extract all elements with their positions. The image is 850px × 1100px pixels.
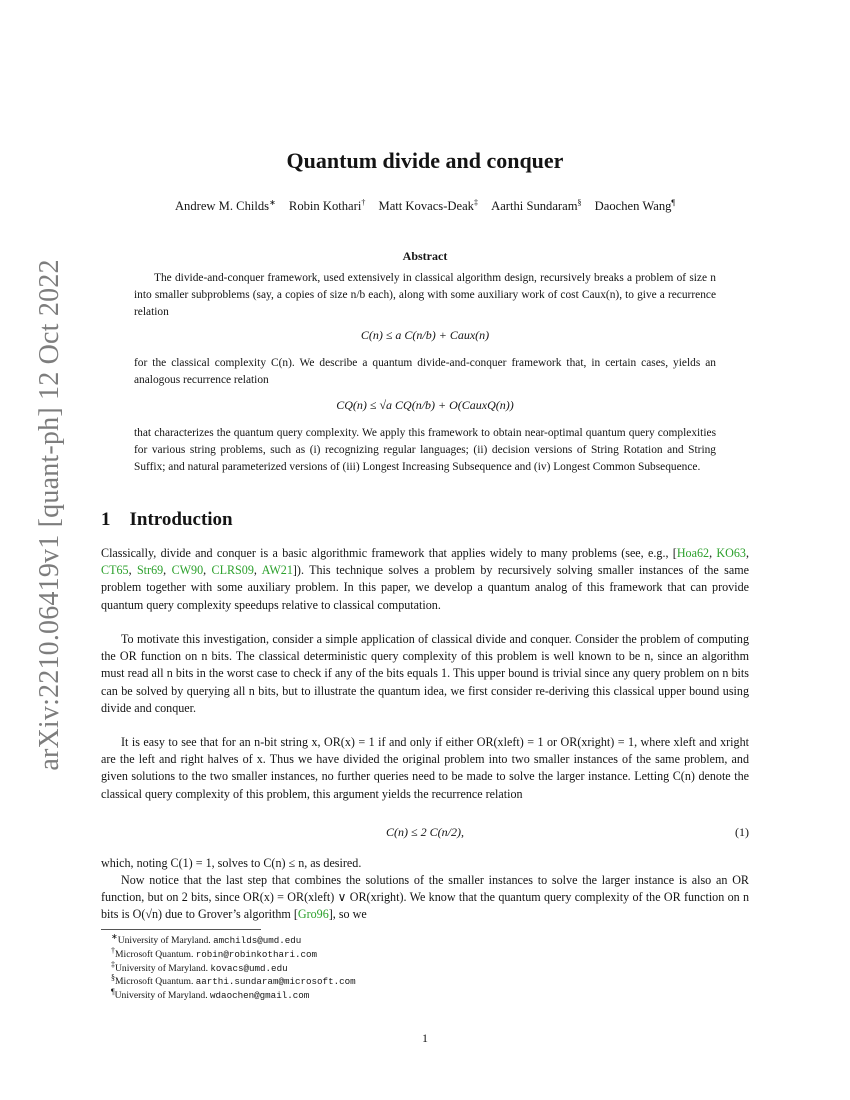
abstract-paragraph: for the classical complexity C(n). We describe a quantum divide-and-conquer framework that, in certain cases, yields an analogous recurrence relation bbox=[134, 357, 716, 386]
author: Andrew M. Childs∗ bbox=[174, 197, 276, 213]
footnote: †Microsoft Quantum. robin@robinkothari.com bbox=[111, 945, 318, 960]
author: Matt Kovacs-Deak‡ bbox=[378, 197, 478, 213]
intro-paragraph: Now notice that the last step that combines the solutions of the smaller instances to solve the larger instance is also an OR function, but on 2 bits, since OR(x) = OR(xleft) ∨ OR(xright). We know that the quantum query complexity of the OR function on n bits is O(√n) due to Grover’s algorithm [Gro96], so we bbox=[101, 873, 749, 922]
email-link[interactable]: robin@robinkothari.com bbox=[195, 948, 318, 960]
intro-paragraph: Classically, divide and conquer is a basic algorithmic framework that applies widely to many problems (see, e.g., [Hoa62, KO63, CT65, Str69, CW90, CLRS09, AW21]). This technique solves a problem by recursively solving smaller instances of the same problem together with some auxiliary problem. In this paper, we develop a quantum analog of this framework that can provide quantum query complexity speedups relative to classical computation. bbox=[101, 546, 750, 612]
author: Aarthi Sundaram§ bbox=[491, 197, 582, 213]
intro-paragraph: To motivate this investigation, consider a simple application of classical divide and conquer. Consider the problem of computing the OR function on n bits. The classical deterministic query complexity of this problem is well known to be n, since an algorithm must read all n bits in the worst case to check if any of the bits equals 1. This upper bound is trivial since any query problem on n bits can be solved by querying all n bits, but to illustrate the quantum idea, we first consider re-deriving this classical upper bound using divide and conquer. bbox=[101, 632, 749, 715]
footnote: ∗University of Maryland. amchilds@umd.edu bbox=[111, 931, 302, 946]
intro-paragraph: which, noting C(1) = 1, solves to C(n) ≤ n, as desired. bbox=[101, 856, 362, 870]
citation-link[interactable]: Hoa62 bbox=[676, 546, 710, 560]
citation-link[interactable]: Str69 bbox=[136, 563, 164, 578]
footnote: §Microsoft Quantum. aarthi.sundaram@microsoft.com bbox=[111, 973, 356, 988]
section-number: 1 bbox=[101, 509, 111, 530]
citation-link[interactable]: CW90 bbox=[171, 563, 204, 578]
section-title: Introduction bbox=[129, 509, 233, 530]
footnote-rule bbox=[101, 929, 261, 930]
citation-link[interactable]: AW21 bbox=[261, 563, 293, 578]
author: Robin Kothari† bbox=[288, 197, 366, 213]
equation-formula: C(n) ≤ 2 C(n/2), bbox=[386, 825, 464, 839]
abstract-equation: CQ(n) ≤ √a CQ(n/b) + O(CauxQ(n)) bbox=[336, 398, 514, 412]
author-list bbox=[0, 199, 850, 214]
arxiv-identifier: arXiv:2210.06419v1 [quant-ph] 12 Oct 2022 bbox=[34, 259, 65, 771]
abstract-equation: C(n) ≤ a C(n/b) + Caux(n) bbox=[360, 328, 490, 342]
email-link[interactable]: aarthi.sundaram@microsoft.com bbox=[195, 976, 356, 988]
intro-paragraph: It is easy to see that for an n-bit string x, OR(x) = 1 if and only if either OR(xleft) = 1 or OR(xright) = 1, where xleft and xright are the left and right halves of x. Thus we have divided the original problem into two smaller instances of the same problem, and given solutions to the two smaller instances, no further queries need to be made to solve the larger instance. Letting C(n) denote the classical query complexity of this problem, this argument yields the recurrence relation bbox=[101, 735, 749, 801]
footnote: ¶University of Maryland. wdaochen@gmail.com bbox=[111, 987, 310, 1002]
email-link[interactable]: wdaochen@gmail.com bbox=[210, 990, 310, 1002]
citation-link[interactable]: CLRS09 bbox=[211, 563, 254, 578]
footnote: ‡University of Maryland. kovacs@umd.edu bbox=[111, 959, 288, 974]
display-equation bbox=[101, 825, 749, 843]
paper-title: Quantum divide and conquer bbox=[286, 148, 564, 173]
citation-link[interactable]: KO63 bbox=[716, 546, 746, 560]
abstract-heading: Abstract bbox=[402, 249, 448, 263]
citation-link[interactable]: Gro96 bbox=[297, 907, 329, 922]
citation-link[interactable]: CT65 bbox=[101, 563, 129, 578]
section-heading bbox=[101, 509, 233, 531]
arxiv-sidebar bbox=[30, 259, 70, 771]
page-number: 1 bbox=[422, 1031, 428, 1045]
author: Daochen Wang¶ bbox=[594, 197, 676, 213]
email-link[interactable]: amchilds@umd.edu bbox=[213, 935, 302, 946]
abstract-paragraph: that characterizes the quantum query complexity. We apply this framework to obtain near-optimal quantum query complexities for various string problems, such as (i) recognizing regular languages; (ii) decision versions of String Rotation and String Suffix; and natural parameterized versions of (iii) Longest Increasing Subsequence and (iv) Longest Common Subsequence. bbox=[134, 427, 716, 473]
email-link[interactable]: kovacs@umd.edu bbox=[210, 962, 288, 974]
footnotes bbox=[111, 931, 356, 1003]
abstract-paragraph: The divide-and-conquer framework, used extensively in classical algorithm design, recursively breaks a problem of size n into smaller subproblems (say, a copies of size n/b each), along with some auxiliary work of cost Caux(n), to give a recurrence relation bbox=[134, 272, 716, 318]
equation-number: (1) bbox=[735, 825, 749, 839]
